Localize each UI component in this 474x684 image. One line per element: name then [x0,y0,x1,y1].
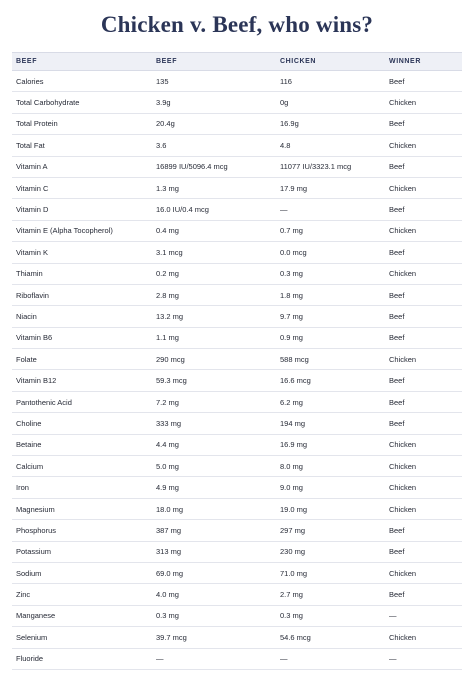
beef-value-cell: 18.0 mg [152,498,276,519]
nutrient-cell: Vitamin K [12,242,152,263]
nutrient-cell: Calcium [12,456,152,477]
winner-cell: Beef [385,306,462,327]
winner-cell: Chicken [385,220,462,241]
beef-value-cell: 1.3 mg [152,177,276,198]
nutrient-cell: Pantothenic Acid [12,391,152,412]
chicken-value-cell: 116 [276,71,385,92]
chicken-value-cell: 16.9g [276,113,385,134]
winner-cell: Chicken [385,562,462,583]
column-header-winner: WINNER [385,53,462,71]
nutrient-cell: Vitamin D [12,199,152,220]
beef-value-cell: 39.7 mcg [152,627,276,648]
chicken-value-cell: 1.8 mg [276,284,385,305]
beef-value-cell: 3.6 [152,135,276,156]
beef-value-cell: 7.2 mg [152,391,276,412]
column-header-chicken: CHICKEN [276,53,385,71]
nutrient-cell: Fluoride [12,648,152,669]
beef-value-cell: 16899 IU/5096.4 mcg [152,156,276,177]
beef-value-cell: 3.1 mcg [152,242,276,263]
winner-cell: Beef [385,199,462,220]
table-row [12,456,462,477]
winner-cell: Beef [385,584,462,605]
chicken-value-cell: 297 mg [276,520,385,541]
winner-cell: Beef [385,413,462,434]
nutrient-cell: Folate [12,349,152,370]
comparison-table-wrapper [12,52,462,670]
winner-cell: Beef [385,520,462,541]
winner-cell: Chicken [385,92,462,113]
winner-cell: Chicken [385,627,462,648]
beef-value-cell: 0.2 mg [152,263,276,284]
winner-cell: Beef [385,327,462,348]
winner-cell: Beef [385,284,462,305]
table-row [12,648,462,669]
winner-cell: Beef [385,156,462,177]
nutrient-cell: Total Carbohydrate [12,92,152,113]
chicken-value-cell: 0g [276,92,385,113]
beef-value-cell: 313 mg [152,541,276,562]
beef-value-cell: 387 mg [152,520,276,541]
chicken-value-cell: 9.7 mg [276,306,385,327]
nutrient-cell: Niacin [12,306,152,327]
table-row [12,584,462,605]
nutrient-cell: Vitamin B6 [12,327,152,348]
chicken-value-cell: 0.0 mcg [276,242,385,263]
chicken-value-cell: 16.9 mg [276,434,385,455]
table-row [12,541,462,562]
winner-cell: Chicken [385,456,462,477]
nutrient-cell: Riboflavin [12,284,152,305]
chicken-value-cell: 194 mg [276,413,385,434]
winner-cell: Beef [385,71,462,92]
beef-value-cell: 290 mcg [152,349,276,370]
beef-value-cell: 135 [152,71,276,92]
chicken-value-cell: 588 mcg [276,349,385,370]
winner-cell: Chicken [385,135,462,156]
nutrient-cell: Vitamin B12 [12,370,152,391]
winner-cell: Beef [385,541,462,562]
winner-cell: Chicken [385,177,462,198]
beef-value-cell: 69.0 mg [152,562,276,583]
chicken-value-cell: 0.7 mg [276,220,385,241]
nutrient-cell: Vitamin A [12,156,152,177]
beef-value-cell: 4.9 mg [152,477,276,498]
nutrient-cell: Choline [12,413,152,434]
beef-value-cell: 3.9g [152,92,276,113]
column-header-nutrient: BEEF [12,53,152,71]
table-row [12,135,462,156]
beef-value-cell: 333 mg [152,413,276,434]
chicken-value-cell: 17.9 mg [276,177,385,198]
table-row [12,327,462,348]
chicken-value-cell: 16.6 mcg [276,370,385,391]
winner-cell: Chicken [385,434,462,455]
beef-value-cell: 1.1 mg [152,327,276,348]
table-row [12,284,462,305]
nutrient-cell: Vitamin E (Alpha Tocopherol) [12,220,152,241]
chicken-value-cell: 11077 IU/3323.1 mcg [276,156,385,177]
nutrient-cell: Total Protein [12,113,152,134]
winner-cell: Chicken [385,349,462,370]
table-header [12,53,462,71]
table-row [12,498,462,519]
table-row [12,434,462,455]
nutrient-cell: Total Fat [12,135,152,156]
nutrient-cell: Thiamin [12,263,152,284]
beef-value-cell: 13.2 mg [152,306,276,327]
winner-cell: Chicken [385,477,462,498]
table-row [12,92,462,113]
chicken-value-cell: — [276,648,385,669]
chicken-value-cell: 19.0 mg [276,498,385,519]
winner-cell: Beef [385,391,462,412]
nutrient-cell: Manganese [12,605,152,626]
table-row [12,242,462,263]
chicken-value-cell: 230 mg [276,541,385,562]
chicken-value-cell: 54.6 mcg [276,627,385,648]
table-row [12,391,462,412]
table-body [12,71,462,670]
nutrient-cell: Sodium [12,562,152,583]
table-row [12,306,462,327]
table-row [12,177,462,198]
chicken-value-cell: 2.7 mg [276,584,385,605]
nutrient-cell: Betaine [12,434,152,455]
table-row [12,71,462,92]
winner-cell: Beef [385,242,462,263]
nutrient-cell: Phosphorus [12,520,152,541]
table-row [12,370,462,391]
winner-cell: — [385,648,462,669]
table-header-row [12,53,462,71]
nutrient-cell: Vitamin C [12,177,152,198]
chicken-value-cell: 8.0 mg [276,456,385,477]
nutrient-cell: Zinc [12,584,152,605]
winner-cell: Beef [385,370,462,391]
nutrition-comparison-table [12,52,462,670]
table-row [12,349,462,370]
chicken-value-cell: 0.3 mg [276,605,385,626]
table-row [12,113,462,134]
chicken-value-cell: 0.9 mg [276,327,385,348]
beef-value-cell: 20.4g [152,113,276,134]
table-row [12,156,462,177]
chicken-value-cell: 4.8 [276,135,385,156]
table-row [12,413,462,434]
beef-value-cell: 4.4 mg [152,434,276,455]
winner-cell: Beef [385,113,462,134]
chicken-value-cell: 6.2 mg [276,391,385,412]
table-row [12,477,462,498]
table-row [12,263,462,284]
chicken-value-cell: 9.0 mg [276,477,385,498]
chicken-value-cell: — [276,199,385,220]
beef-value-cell: 0.4 mg [152,220,276,241]
winner-cell: Chicken [385,263,462,284]
table-row [12,605,462,626]
beef-value-cell: 4.0 mg [152,584,276,605]
winner-cell: — [385,605,462,626]
winner-cell: Chicken [385,498,462,519]
page-title: Chicken v. Beef, who wins? [100,12,374,37]
nutrient-cell: Calories [12,71,152,92]
beef-value-cell: — [152,648,276,669]
column-header-beef: BEEF [152,53,276,71]
beef-value-cell: 0.3 mg [152,605,276,626]
table-row [12,627,462,648]
beef-value-cell: 2.8 mg [152,284,276,305]
nutrient-cell: Potassium [12,541,152,562]
nutrient-cell: Selenium [12,627,152,648]
chicken-value-cell: 0.3 mg [276,263,385,284]
table-row [12,220,462,241]
table-row [12,199,462,220]
beef-value-cell: 16.0 IU/0.4 mcg [152,199,276,220]
beef-value-cell: 5.0 mg [152,456,276,477]
beef-value-cell: 59.3 mcg [152,370,276,391]
table-row [12,520,462,541]
nutrient-cell: Iron [12,477,152,498]
chicken-value-cell: 71.0 mg [276,562,385,583]
nutrient-cell: Magnesium [12,498,152,519]
table-row [12,562,462,583]
